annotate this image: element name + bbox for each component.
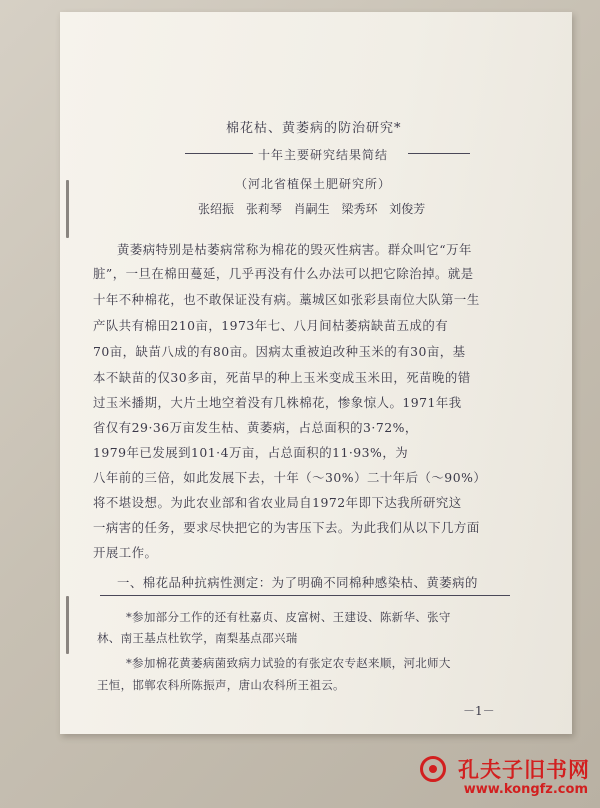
body-line: 省仅有29·36万亩发生枯、黄萎病，占总面积的3·72%， [93, 420, 418, 435]
body-line: 黄萎病特别是枯萎病常称为棉花的毁灭性病害。群众叫它“万年 [117, 242, 472, 257]
body-line: 过玉米播期，大片土地空着没有几株棉花，惨象惊人。1971年我 [93, 395, 462, 410]
subtitle-dash-right [408, 153, 470, 154]
body-line: 将不堪设想。为此农业部和省农业局自1972年即下达我所研究这 [93, 495, 462, 510]
footnote-rule [100, 595, 510, 596]
document-affiliation: （河北省植保土肥研究所） [235, 177, 392, 191]
footnote-line: *参加棉花黄萎病菌致病力试验的有张定农专赵来顺，河北师大 [126, 656, 451, 670]
document-subtitle: 十年主要研究结果简结 [258, 148, 389, 162]
watermark-logo-icon [420, 756, 446, 782]
body-line: 脏”，一旦在棉田蔓延，几乎再没有什么办法可以把它除治掉。就是 [93, 266, 474, 281]
body-line: 八年前的三倍，如此发展下去，十年（～30%）二十年后（～90%） [93, 470, 487, 485]
watermark [420, 752, 596, 804]
body-line: 本不缺苗的仅30多亩，死苗早的种上玉米变成玉米田，死苗晚的错 [93, 370, 471, 385]
document-title: 棉花枯、黄萎病的防治研究* [226, 121, 402, 136]
footnote-line: 林、南王基点杜钦学，南梨基点邵兴瑞 [97, 631, 298, 645]
body-line: 开展工作。 [93, 545, 158, 560]
body-line: 70亩，缺苗八成的有80亩。因病太重被迫改种玉米的有30亩，基 [93, 344, 466, 359]
watermark-url: www.kongfz.com [463, 782, 588, 797]
section-heading-line: 一、棉花品种抗病性测定：为了明确不同棉种感染枯、黄萎病的 [117, 575, 478, 590]
staple-top [66, 180, 69, 238]
subtitle-dash-left [185, 153, 253, 154]
body-line: 产队共有棉田210亩，1973年七、八月间枯萎病缺苗五成的有 [93, 318, 449, 333]
body-line: 1979年已发展到101·4万亩，占总面积的11·93%，为 [93, 445, 409, 460]
document-authors: 张绍振 张莉琴 肖嗣生 梁秀环 刘俊芳 [198, 202, 426, 216]
body-line: 一病害的任务，要求尽快把它的为害压下去。为此我们从以下几方面 [93, 520, 480, 535]
page-number: －1－ [463, 704, 495, 718]
body-line: 十年不种棉花，也不敢保证没有病。藁城区如张彩县南位大队第一生 [93, 292, 480, 307]
watermark-brand: 孔夫子旧书网 [458, 758, 590, 782]
staple-bottom [66, 596, 69, 654]
footnote-line: *参加部分工作的还有杜嘉贞、皮富树、王建设、陈新华、张守 [126, 610, 451, 624]
footnote-line: 王恒，邯郸农科所陈振声，唐山农科所王祖云。 [97, 678, 345, 692]
